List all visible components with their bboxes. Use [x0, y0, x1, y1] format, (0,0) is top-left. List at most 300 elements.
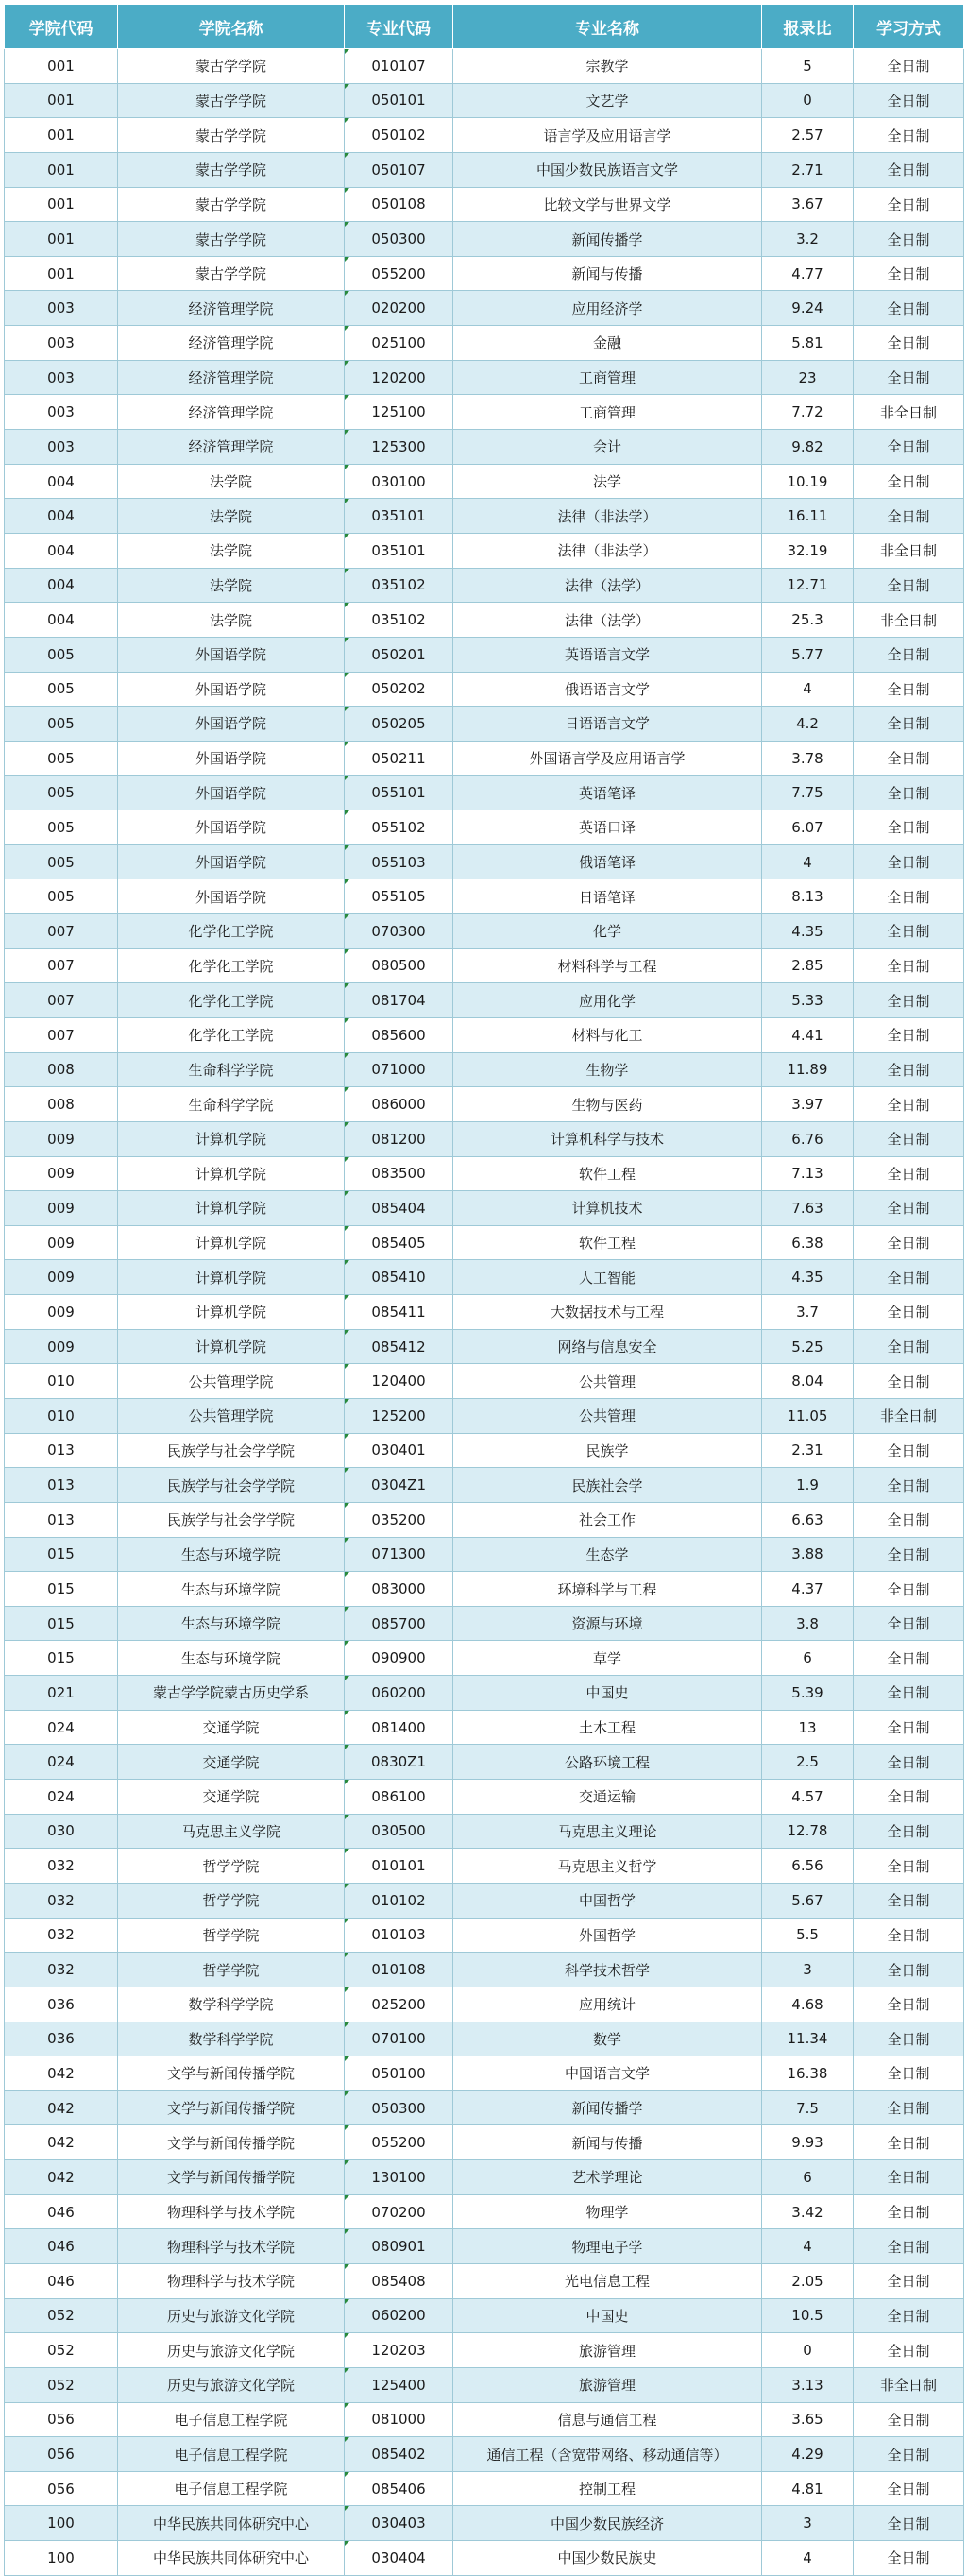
admission-ratio-cell: 8.04 — [762, 1364, 854, 1399]
table-row — [5, 1814, 964, 1849]
college-code-cell: 100 — [5, 2541, 118, 2576]
major-code-cell: 050102 — [345, 118, 453, 153]
major-code-cell: 050107 — [345, 152, 453, 187]
table-row — [5, 360, 964, 395]
admission-ratio-cell: 3 — [762, 2506, 854, 2541]
college-name-cell: 中华民族共同体研究中心 — [118, 2541, 345, 2576]
study-mode-cell: 全日制 — [854, 2022, 964, 2056]
table-header — [5, 5, 964, 49]
college-name-cell: 外国语学院 — [118, 844, 345, 879]
table-row — [5, 152, 964, 187]
college-code-cell: 042 — [5, 2125, 118, 2160]
admission-ratio-cell: 2.5 — [762, 1745, 854, 1780]
admission-ratio-cell: 3.67 — [762, 187, 854, 222]
major-name-cell: 交通运输 — [453, 1780, 762, 1815]
major-name-cell: 文艺学 — [453, 83, 762, 118]
college-code-cell: 046 — [5, 2194, 118, 2229]
table-row — [5, 1087, 964, 1122]
study-mode-cell: 全日制 — [854, 152, 964, 187]
major-code-cell: 083000 — [345, 1572, 453, 1607]
college-code-cell: 010 — [5, 1398, 118, 1433]
table-row — [5, 1641, 964, 1676]
major-code-cell: 125100 — [345, 395, 453, 430]
admission-ratio-cell: 4.2 — [762, 707, 854, 742]
study-mode-cell: 全日制 — [854, 1883, 964, 1918]
table-row — [5, 533, 964, 568]
major-name-cell: 物理学 — [453, 2194, 762, 2229]
study-mode-cell: 全日制 — [854, 844, 964, 879]
major-code-cell: 071000 — [345, 1052, 453, 1087]
major-name-cell: 民族学 — [453, 1433, 762, 1468]
college-code-cell: 001 — [5, 49, 118, 84]
admission-ratio-cell: 32.19 — [762, 533, 854, 568]
major-code-cell: 030403 — [345, 2506, 453, 2541]
column-header-major-code: 专业代码 — [345, 5, 453, 49]
major-code-cell: 010101 — [345, 1849, 453, 1884]
major-name-cell: 新闻传播学 — [453, 222, 762, 257]
college-code-cell: 032 — [5, 1953, 118, 1987]
table-row — [5, 983, 964, 1018]
study-mode-cell: 全日制 — [854, 568, 964, 603]
college-code-cell: 004 — [5, 499, 118, 534]
major-name-cell: 中国少数民族史 — [453, 2541, 762, 2576]
major-code-cell: 050201 — [345, 637, 453, 672]
admission-ratio-cell: 1.9 — [762, 1468, 854, 1503]
major-name-cell: 法学 — [453, 464, 762, 499]
table-row — [5, 672, 964, 707]
major-name-cell: 人工智能 — [453, 1260, 762, 1295]
study-mode-cell: 全日制 — [854, 1017, 964, 1052]
table-row — [5, 2471, 964, 2506]
major-code-cell: 081400 — [345, 1710, 453, 1745]
study-mode-cell: 非全日制 — [854, 1398, 964, 1433]
college-name-cell: 计算机学院 — [118, 1329, 345, 1364]
admission-ratio-table-container — [4, 4, 963, 2576]
major-name-cell: 物理电子学 — [453, 2229, 762, 2264]
admission-ratio-cell: 16.38 — [762, 2056, 854, 2091]
table-row — [5, 1780, 964, 1815]
major-code-cell: 050300 — [345, 222, 453, 257]
study-mode-cell: 全日制 — [854, 741, 964, 776]
major-name-cell: 中国史 — [453, 1676, 762, 1711]
study-mode-cell: 全日制 — [854, 1121, 964, 1156]
admission-ratio-cell: 23 — [762, 360, 854, 395]
college-name-cell: 法学院 — [118, 533, 345, 568]
major-name-cell: 新闻与传播 — [453, 2125, 762, 2160]
table-row — [5, 326, 964, 361]
study-mode-cell: 全日制 — [854, 637, 964, 672]
college-code-cell: 056 — [5, 2437, 118, 2472]
table-row — [5, 222, 964, 257]
study-mode-cell: 全日制 — [854, 1953, 964, 1987]
college-name-cell: 哲学学院 — [118, 1883, 345, 1918]
college-code-cell: 015 — [5, 1537, 118, 1572]
college-code-cell: 024 — [5, 1745, 118, 1780]
college-name-cell: 中华民族共同体研究中心 — [118, 2506, 345, 2541]
major-code-cell: 125400 — [345, 2367, 453, 2402]
college-name-cell: 蒙古学学院 — [118, 222, 345, 257]
major-code-cell: 050205 — [345, 707, 453, 742]
major-name-cell: 会计 — [453, 430, 762, 465]
college-name-cell: 经济管理学院 — [118, 326, 345, 361]
admission-ratio-cell: 9.24 — [762, 291, 854, 326]
college-name-cell: 交通学院 — [118, 1710, 345, 1745]
table-row — [5, 2333, 964, 2368]
major-code-cell: 055101 — [345, 776, 453, 810]
study-mode-cell: 全日制 — [854, 2160, 964, 2195]
major-code-cell: 086000 — [345, 1087, 453, 1122]
major-code-cell: 030404 — [345, 2541, 453, 2576]
college-name-cell: 生态与环境学院 — [118, 1606, 345, 1641]
college-code-cell: 024 — [5, 1710, 118, 1745]
admission-ratio-cell: 2.31 — [762, 1433, 854, 1468]
table-row — [5, 1710, 964, 1745]
college-name-cell: 计算机学院 — [118, 1191, 345, 1226]
table-row — [5, 2298, 964, 2333]
major-name-cell: 网络与信息安全 — [453, 1329, 762, 1364]
college-code-cell: 001 — [5, 222, 118, 257]
major-name-cell: 法律（法学） — [453, 603, 762, 638]
column-header-college-name: 学院名称 — [118, 5, 345, 49]
major-name-cell: 旅游管理 — [453, 2367, 762, 2402]
column-header-study-mode: 学习方式 — [854, 5, 964, 49]
admission-ratio-cell: 5.77 — [762, 637, 854, 672]
admission-ratio-cell: 6.63 — [762, 1502, 854, 1537]
major-code-cell: 025200 — [345, 1987, 453, 2022]
major-name-cell: 信息与通信工程 — [453, 2402, 762, 2437]
table-row — [5, 1918, 964, 1953]
major-name-cell: 材料科学与工程 — [453, 948, 762, 983]
college-name-cell: 民族学与社会学学院 — [118, 1502, 345, 1537]
major-code-cell: 010102 — [345, 1883, 453, 1918]
major-code-cell: 085412 — [345, 1329, 453, 1364]
college-name-cell: 外国语学院 — [118, 707, 345, 742]
college-code-cell: 015 — [5, 1641, 118, 1676]
major-name-cell: 中国史 — [453, 2298, 762, 2333]
major-name-cell: 环境科学与工程 — [453, 1572, 762, 1607]
college-code-cell: 005 — [5, 637, 118, 672]
college-name-cell: 交通学院 — [118, 1745, 345, 1780]
college-name-cell: 法学院 — [118, 464, 345, 499]
major-code-cell: 030401 — [345, 1433, 453, 1468]
college-code-cell: 009 — [5, 1295, 118, 1330]
college-name-cell: 计算机学院 — [118, 1260, 345, 1295]
table-row — [5, 1260, 964, 1295]
study-mode-cell: 全日制 — [854, 2402, 964, 2437]
college-code-cell: 056 — [5, 2402, 118, 2437]
study-mode-cell: 全日制 — [854, 1849, 964, 1884]
major-name-cell: 日语笔译 — [453, 879, 762, 914]
major-code-cell: 010107 — [345, 49, 453, 84]
college-name-cell: 文学与新闻传播学院 — [118, 2125, 345, 2160]
college-code-cell: 005 — [5, 741, 118, 776]
major-name-cell: 资源与环境 — [453, 1606, 762, 1641]
admission-ratio-cell: 25.3 — [762, 603, 854, 638]
college-name-cell: 公共管理学院 — [118, 1364, 345, 1399]
study-mode-cell: 全日制 — [854, 1468, 964, 1503]
college-code-cell: 042 — [5, 2056, 118, 2091]
college-name-cell: 外国语学院 — [118, 637, 345, 672]
study-mode-cell: 全日制 — [854, 707, 964, 742]
major-name-cell: 光电信息工程 — [453, 2264, 762, 2299]
major-code-cell: 085406 — [345, 2471, 453, 2506]
major-code-cell: 080901 — [345, 2229, 453, 2264]
study-mode-cell: 全日制 — [854, 222, 964, 257]
college-code-cell: 003 — [5, 430, 118, 465]
college-name-cell: 物理科学与技术学院 — [118, 2194, 345, 2229]
major-name-cell: 法律（法学） — [453, 568, 762, 603]
admission-ratio-cell: 5.5 — [762, 1918, 854, 1953]
major-name-cell: 艺术学理论 — [453, 2160, 762, 2195]
table-row — [5, 1433, 964, 1468]
college-code-cell: 009 — [5, 1121, 118, 1156]
admission-ratio-table — [4, 4, 964, 2576]
college-name-cell: 蒙古学学院 — [118, 152, 345, 187]
major-name-cell: 社会工作 — [453, 1502, 762, 1537]
admission-ratio-cell: 6.07 — [762, 810, 854, 845]
major-name-cell: 新闻传播学 — [453, 2090, 762, 2125]
college-code-cell: 009 — [5, 1225, 118, 1260]
major-name-cell: 通信工程（含宽带网络、移动通信等） — [453, 2437, 762, 2472]
study-mode-cell: 全日制 — [854, 2229, 964, 2264]
college-name-cell: 电子信息工程学院 — [118, 2471, 345, 2506]
major-code-cell: 050211 — [345, 741, 453, 776]
college-name-cell: 哲学学院 — [118, 1918, 345, 1953]
major-code-cell: 055200 — [345, 2125, 453, 2160]
study-mode-cell: 全日制 — [854, 1295, 964, 1330]
major-name-cell: 语言学及应用语言学 — [453, 118, 762, 153]
college-code-cell: 001 — [5, 256, 118, 291]
major-name-cell: 大数据技术与工程 — [453, 1295, 762, 1330]
major-name-cell: 法律（非法学） — [453, 499, 762, 534]
college-code-cell: 005 — [5, 776, 118, 810]
table-row — [5, 49, 964, 84]
admission-ratio-cell: 13 — [762, 1710, 854, 1745]
college-code-cell: 007 — [5, 1017, 118, 1052]
major-name-cell: 软件工程 — [453, 1225, 762, 1260]
major-name-cell: 应用化学 — [453, 983, 762, 1018]
admission-ratio-cell: 4 — [762, 672, 854, 707]
table-body — [5, 49, 964, 2576]
college-name-cell: 哲学学院 — [118, 1849, 345, 1884]
major-name-cell: 中国少数民族语言文学 — [453, 152, 762, 187]
college-code-cell: 046 — [5, 2264, 118, 2299]
major-name-cell: 软件工程 — [453, 1156, 762, 1191]
college-code-cell: 005 — [5, 810, 118, 845]
table-row — [5, 1468, 964, 1503]
study-mode-cell: 全日制 — [854, 1433, 964, 1468]
college-code-cell: 052 — [5, 2367, 118, 2402]
table-row — [5, 2160, 964, 2195]
major-code-cell: 035102 — [345, 603, 453, 638]
table-row — [5, 1987, 964, 2022]
major-name-cell: 日语语言文学 — [453, 707, 762, 742]
college-name-cell: 生命科学学院 — [118, 1087, 345, 1122]
college-code-cell: 015 — [5, 1572, 118, 1607]
table-row — [5, 879, 964, 914]
admission-ratio-cell: 5.67 — [762, 1883, 854, 1918]
college-name-cell: 数学科学学院 — [118, 2022, 345, 2056]
college-code-cell: 021 — [5, 1676, 118, 1711]
college-code-cell: 024 — [5, 1780, 118, 1815]
study-mode-cell: 全日制 — [854, 2437, 964, 2472]
admission-ratio-cell: 9.93 — [762, 2125, 854, 2160]
college-code-cell: 008 — [5, 1087, 118, 1122]
major-name-cell: 生物学 — [453, 1052, 762, 1087]
college-name-cell: 法学院 — [118, 499, 345, 534]
table-row — [5, 1537, 964, 1572]
table-row — [5, 810, 964, 845]
college-name-cell: 生态与环境学院 — [118, 1572, 345, 1607]
study-mode-cell: 全日制 — [854, 1572, 964, 1607]
table-row — [5, 2264, 964, 2299]
admission-ratio-cell: 7.75 — [762, 776, 854, 810]
study-mode-cell: 非全日制 — [854, 533, 964, 568]
admission-ratio-cell: 4 — [762, 844, 854, 879]
major-name-cell: 科学技术哲学 — [453, 1953, 762, 1987]
admission-ratio-cell: 10.5 — [762, 2298, 854, 2333]
table-row — [5, 1156, 964, 1191]
major-name-cell: 应用经济学 — [453, 291, 762, 326]
admission-ratio-cell: 10.19 — [762, 464, 854, 499]
major-code-cell: 125200 — [345, 1398, 453, 1433]
study-mode-cell: 全日制 — [854, 1225, 964, 1260]
study-mode-cell: 全日制 — [854, 2471, 964, 2506]
table-row — [5, 1295, 964, 1330]
study-mode-cell: 全日制 — [854, 1191, 964, 1226]
study-mode-cell: 全日制 — [854, 1987, 964, 2022]
study-mode-cell: 全日制 — [854, 2333, 964, 2368]
table-row — [5, 2090, 964, 2125]
major-name-cell: 马克思主义理论 — [453, 1814, 762, 1849]
major-code-cell: 085600 — [345, 1017, 453, 1052]
college-code-cell: 010 — [5, 1364, 118, 1399]
study-mode-cell: 全日制 — [854, 2541, 964, 2576]
college-name-cell: 计算机学院 — [118, 1156, 345, 1191]
admission-ratio-cell: 3.78 — [762, 741, 854, 776]
table-row — [5, 187, 964, 222]
study-mode-cell: 全日制 — [854, 118, 964, 153]
college-name-cell: 物理科学与技术学院 — [118, 2229, 345, 2264]
major-name-cell: 工商管理 — [453, 395, 762, 430]
college-code-cell: 005 — [5, 672, 118, 707]
admission-ratio-cell: 3.42 — [762, 2194, 854, 2229]
major-name-cell: 计算机技术 — [453, 1191, 762, 1226]
study-mode-cell: 全日制 — [854, 1918, 964, 1953]
major-code-cell: 035101 — [345, 499, 453, 534]
major-code-cell: 085408 — [345, 2264, 453, 2299]
admission-ratio-cell: 6 — [762, 2160, 854, 2195]
college-code-cell: 013 — [5, 1433, 118, 1468]
college-name-cell: 化学化工学院 — [118, 948, 345, 983]
college-code-cell: 009 — [5, 1156, 118, 1191]
header-row — [5, 5, 964, 49]
college-code-cell: 036 — [5, 2022, 118, 2056]
major-name-cell: 民族社会学 — [453, 1468, 762, 1503]
major-code-cell: 010103 — [345, 1918, 453, 1953]
admission-ratio-cell: 3 — [762, 1953, 854, 1987]
admission-ratio-cell: 8.13 — [762, 879, 854, 914]
college-name-cell: 生态与环境学院 — [118, 1641, 345, 1676]
admission-ratio-cell: 3.97 — [762, 1087, 854, 1122]
college-name-cell: 外国语学院 — [118, 879, 345, 914]
study-mode-cell: 全日制 — [854, 2125, 964, 2160]
admission-ratio-cell: 2.71 — [762, 152, 854, 187]
table-row — [5, 1676, 964, 1711]
college-name-cell: 公共管理学院 — [118, 1398, 345, 1433]
college-code-cell: 001 — [5, 83, 118, 118]
college-code-cell: 052 — [5, 2333, 118, 2368]
college-name-cell: 计算机学院 — [118, 1295, 345, 1330]
table-row — [5, 291, 964, 326]
college-name-cell: 化学化工学院 — [118, 983, 345, 1018]
study-mode-cell: 全日制 — [854, 1606, 964, 1641]
major-name-cell: 控制工程 — [453, 2471, 762, 2506]
major-name-cell: 俄语笔译 — [453, 844, 762, 879]
college-code-cell: 013 — [5, 1502, 118, 1537]
major-name-cell: 金融 — [453, 326, 762, 361]
major-name-cell: 公路环境工程 — [453, 1745, 762, 1780]
admission-ratio-cell: 5.33 — [762, 983, 854, 1018]
college-code-cell: 013 — [5, 1468, 118, 1503]
major-code-cell: 125300 — [345, 430, 453, 465]
table-row — [5, 1017, 964, 1052]
major-name-cell: 中国语言文学 — [453, 2056, 762, 2091]
study-mode-cell: 全日制 — [854, 430, 964, 465]
table-row — [5, 499, 964, 534]
table-row — [5, 1225, 964, 1260]
study-mode-cell: 全日制 — [854, 2194, 964, 2229]
admission-ratio-cell: 2.05 — [762, 2264, 854, 2299]
admission-ratio-cell: 12.71 — [762, 568, 854, 603]
major-name-cell: 外国哲学 — [453, 1918, 762, 1953]
major-name-cell: 中国少数民族经济 — [453, 2506, 762, 2541]
study-mode-cell: 全日制 — [854, 776, 964, 810]
college-name-cell: 化学化工学院 — [118, 1017, 345, 1052]
major-code-cell: 120203 — [345, 2333, 453, 2368]
college-name-cell: 蒙古学学院 — [118, 118, 345, 153]
major-code-cell: 0830Z1 — [345, 1745, 453, 1780]
college-name-cell: 计算机学院 — [118, 1121, 345, 1156]
major-code-cell: 070300 — [345, 914, 453, 949]
admission-ratio-cell: 6 — [762, 1641, 854, 1676]
major-code-cell: 085411 — [345, 1295, 453, 1330]
admission-ratio-cell: 5.25 — [762, 1329, 854, 1364]
table-row — [5, 1849, 964, 1884]
major-code-cell: 050101 — [345, 83, 453, 118]
admission-ratio-cell: 4.35 — [762, 914, 854, 949]
major-code-cell: 083500 — [345, 1156, 453, 1191]
column-header-college-code: 学院代码 — [5, 5, 118, 49]
study-mode-cell: 全日制 — [854, 256, 964, 291]
table-row — [5, 1745, 964, 1780]
major-name-cell: 公共管理 — [453, 1398, 762, 1433]
study-mode-cell: 全日制 — [854, 1502, 964, 1537]
college-code-cell: 015 — [5, 1606, 118, 1641]
admission-ratio-cell: 3.7 — [762, 1295, 854, 1330]
study-mode-cell: 全日制 — [854, 1676, 964, 1711]
college-name-cell: 民族学与社会学学院 — [118, 1468, 345, 1503]
admission-ratio-cell: 11.34 — [762, 2022, 854, 2056]
study-mode-cell: 全日制 — [854, 879, 964, 914]
major-code-cell: 071300 — [345, 1537, 453, 1572]
table-row — [5, 430, 964, 465]
admission-ratio-cell: 3.8 — [762, 1606, 854, 1641]
major-name-cell: 工商管理 — [453, 360, 762, 395]
college-name-cell: 电子信息工程学院 — [118, 2402, 345, 2437]
college-name-cell: 历史与旅游文化学院 — [118, 2367, 345, 2402]
study-mode-cell: 全日制 — [854, 360, 964, 395]
